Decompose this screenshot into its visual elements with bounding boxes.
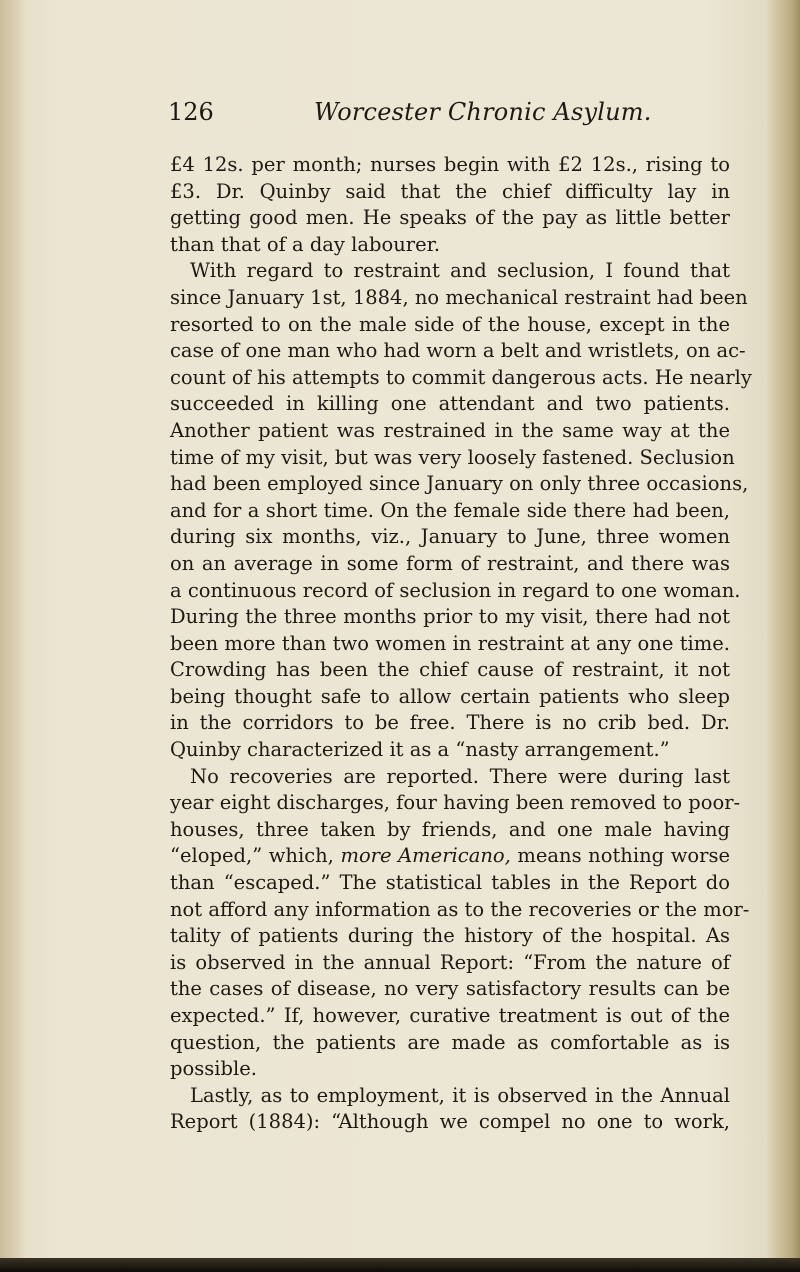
text-line: houses, three taken by friends, and one male having xyxy=(170,817,730,841)
text-line: being thought safe to allow certain patients who sleep xyxy=(170,684,730,708)
text-line: during six months, viz., January to June, three women xyxy=(170,525,730,549)
text-line: resorted to on the male side of the house, except in the xyxy=(170,312,730,336)
text-line: been more than two women in restraint at any one time. xyxy=(170,631,730,655)
text-line: £4 12s. per month; nurses begin with £2 12s., rising to xyxy=(170,153,730,176)
text-line: question, the patients are made as comfortable as is xyxy=(170,1030,730,1054)
text-line: Quinby characterized it as a “nasty arrangement.” xyxy=(170,738,670,762)
text-line: had been employed since January on only three occasions, xyxy=(170,472,749,496)
text-line: not afford any information as to the recoveries or the mor- xyxy=(170,897,750,921)
text-line: count of his attempts to commit dangerous acts. He nearly xyxy=(170,365,752,389)
text-line: Report (1884): “Although we compel no one to work, xyxy=(170,1110,730,1134)
text-line: time of my visit, but was very loosely fastened. Seclusion xyxy=(170,445,735,469)
text-line: is observed in the annual Report: “From the nature of xyxy=(170,950,730,974)
text-line: Crowding has been the chief cause of restraint, it not xyxy=(170,658,730,682)
text-line: than that of a day labourer. xyxy=(170,232,441,256)
text-segment: means nothing worse xyxy=(510,844,730,868)
text-line: Lastly, as to employment, it is observed in the Annual xyxy=(190,1083,730,1107)
text-line: the cases of disease, no very satisfactory results can be xyxy=(170,977,730,1001)
text-line: since January 1st, 1884, no mechanical restraint had been xyxy=(170,285,748,309)
text-line: in the corridors to be free. There is no crib bed. Dr. xyxy=(170,711,730,735)
page-edge-right xyxy=(766,0,800,1272)
body-text xyxy=(170,152,752,1136)
text-line: getting good men. He speaks of the pay as little better xyxy=(170,206,730,230)
text-line: on an average in some form of restraint, and there was xyxy=(170,551,730,575)
text-line: a continuous record of seclusion in regard to one woman. xyxy=(170,578,741,602)
running-head: Worcester Chronic Asylum. xyxy=(314,98,652,126)
text-line: With regard to restraint and seclusion, I found that xyxy=(190,259,730,283)
book-gutter-left xyxy=(0,0,26,1272)
page-number: 126 xyxy=(168,98,214,126)
page-header xyxy=(168,96,728,132)
text-line: tality of patients during the history of the hospital. As xyxy=(170,924,730,948)
text-line: succeeded in killing one attendant and two patients. xyxy=(170,392,730,416)
text-line: £3. Dr. Quinby said that the chief difficulty lay in xyxy=(170,179,730,203)
text-line: expected.” If, however, curative treatment is out of the xyxy=(170,1004,730,1027)
book-binding-edge xyxy=(0,1258,800,1272)
text-line: and for a short time. On the female side there had been, xyxy=(170,498,730,522)
text-line: than “escaped.” The statistical tables in the Report do xyxy=(170,871,730,895)
text-line: No recoveries are reported. There were during last xyxy=(190,764,730,788)
text-line: Another patient was restrained in the same way at the xyxy=(170,418,730,442)
text-line: possible. xyxy=(170,1057,257,1081)
text-line xyxy=(170,843,730,870)
text-segment: “eloped,” which, xyxy=(170,844,341,868)
text-line: year eight discharges, four having been removed to poor- xyxy=(170,791,741,815)
italic-phrase: more Americano, xyxy=(340,844,511,868)
text-line: During the three months prior to my visit, there had not xyxy=(170,605,730,629)
text-line: case of one man who had worn a belt and wristlets, on ac- xyxy=(170,339,746,363)
